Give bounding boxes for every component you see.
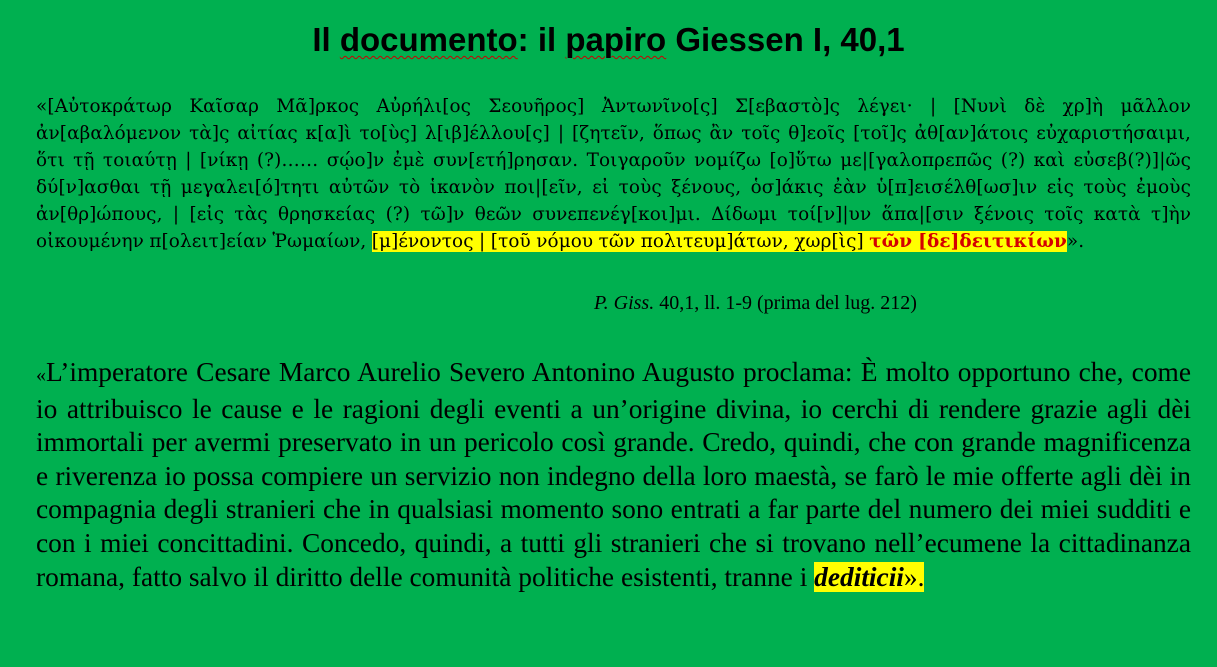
- title-word-papiro: papiro: [565, 21, 667, 58]
- title-word-documento: documento: [339, 21, 518, 58]
- title-part-3: Giessen I, 40,1: [666, 21, 905, 58]
- source-reference: 40,1, ll. 1-9 (prima del lug. 212): [654, 292, 917, 314]
- source-abbrev: P. Giss.: [594, 292, 655, 314]
- italian-translation-block: [36, 356, 1191, 594]
- italian-highlight-dediticii: dediticii: [814, 561, 904, 592]
- title-part-1: Il: [312, 21, 340, 58]
- greek-highlight-menontos: [μ]ένοντος: [371, 231, 474, 253]
- title-part-2: : il: [517, 21, 566, 58]
- greek-end-quote: ».: [1066, 231, 1085, 253]
- greek-separator: |: [473, 231, 491, 253]
- greek-main-text: «[Αὐτοκράτωρ Καῖσαρ Μᾶ]ρκος Αὐρήλι[ος Σεουῆρος] Ἀντωνῖνο[ς] Σ[εβαστὸ]ς λέγει· | [Νυνὶ δὲ χρ]ὴ μᾶλλον ἀν[αβαλόμενον τὰ]ς αἰτίας κ[α]ὶ το[ὺς] λ[ιβ]έλλου[ς] | [ζητεῖν, ὅπως ἂν τοῖς θ]εοῖς [τοῖ]ς ἀθ[αν]άτοις εὐχαριστήσαιμι, ὅτι τῇ τοιαύτῃ | [νίκῃ (?)…… σῴο]ν ἐμὲ συν[ετή]ρησαν. Τοιγαροῦν νομίζω [ο]ὕτω με|[γαλοπρεπῶς (?) καὶ εὐσεβ(?)]|ῶς δύ[ν]ασθαι τῇ μεγαλει[ό]τητι αὐτῶν τὸ ἱκανὸν ποι|[εῖν, εἰ τοὺς ξένους, ὁσ]άκις ἐὰν ὑ[π]εισέλθ[ωσ]ιν εἰς τοὺς ἐμοὺς ἀν[θρ]ώπους, | [εἰς τὰς θρησκείας (?) τῶ]ν θεῶν συνεπενέγ[κοι]μι. Δίδωμι τοί[ν]|υν ἅπα|[σιν ξένοις τοῖς κατὰ τ]ὴν οἰκουμένην π[ολειτ]είαν Ῥωμαίων,: [36, 96, 1191, 253]
- page-title: [0, 20, 1217, 60]
- italian-highlight-end: ».: [903, 561, 925, 592]
- greek-highlight-deditikion: τῶν [δε]δειτικίων: [869, 231, 1067, 253]
- italian-main-text: L’imperatore Cesare Marco Aurelio Severo Antonino Augusto proclama: È molto opportuno che, come io attribuisco le cause e le ragioni degli eventi a un’origine divina, io cerchi di rendere grazie agli dèi immortali per avermi preservato in un pericolo così grande. Credo, quindi, che con grande magnificenza e riverenza io possa compiere un servizio non indegno della loro maestà, se farò le mie offerte agli dèi in compagnia degli stranieri che in qualsiasi momento sono entrati a far parte del numero dei miei sudditi e con i miei concittadini. Concedo, quindi, a tutti gli stranieri che si trovano nell’ecumene la cittadinanza romana, fatto salvo il diritto delle comunità politiche esistenti, tranne i: [36, 357, 1191, 592]
- italian-open-quote: «: [36, 364, 46, 386]
- source-citation: [594, 290, 917, 316]
- greek-text-block: [36, 93, 1191, 256]
- greek-highlight-nomou: [τοῦ νόμου τῶν πολιτευμ]άτων, χωρ[ὶς]: [490, 231, 864, 253]
